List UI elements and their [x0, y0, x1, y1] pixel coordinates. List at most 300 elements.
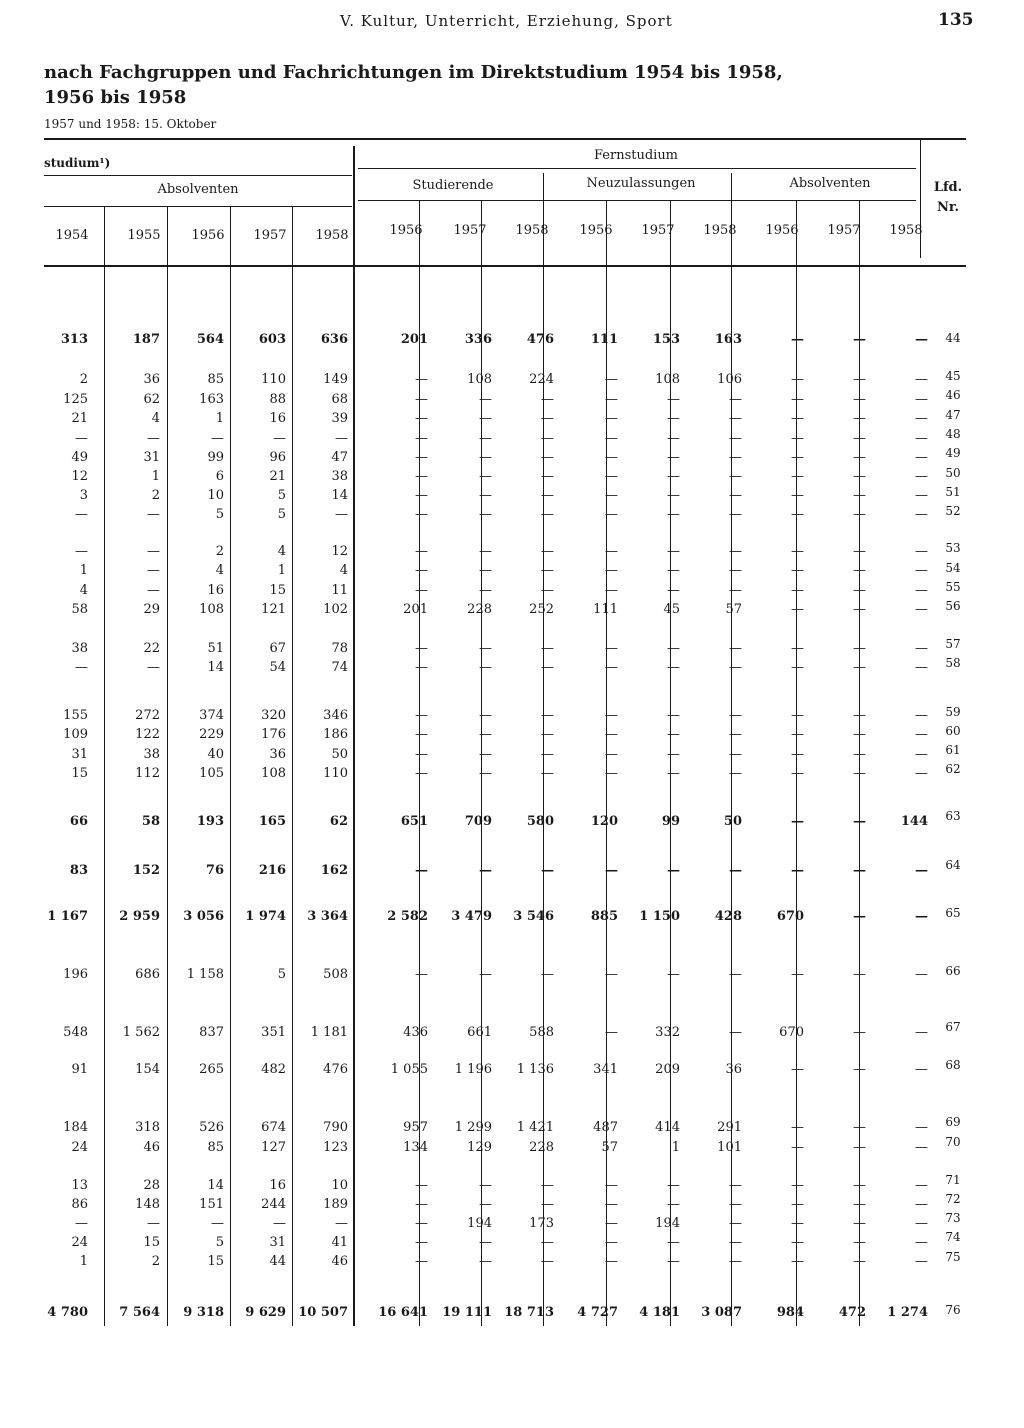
- table-cell: —: [791, 766, 804, 781]
- table-cell: 11: [331, 583, 348, 598]
- nr-label: Nr.: [936, 200, 960, 215]
- table-cell: —: [415, 967, 428, 982]
- row-number: 68: [945, 1058, 961, 1072]
- row-number: 53: [945, 541, 961, 555]
- table-cell: —: [853, 1216, 866, 1231]
- table-cell: —: [729, 863, 742, 878]
- table-cell: —: [729, 747, 742, 762]
- table-cell: —: [915, 863, 928, 878]
- table-cell: —: [541, 488, 554, 503]
- table-cell: 10: [331, 1178, 348, 1193]
- table-cell: —: [915, 1235, 928, 1250]
- table-cell: 341: [593, 1062, 618, 1077]
- table-cell: —: [729, 507, 742, 522]
- table-cell: —: [605, 507, 618, 522]
- table-cell: 108: [655, 372, 680, 387]
- table-cell: —: [729, 469, 742, 484]
- table-cell: —: [791, 1254, 804, 1269]
- row-number: 44: [945, 331, 961, 345]
- year-header-left: 1958: [315, 228, 349, 243]
- table-cell: 428: [714, 909, 742, 924]
- table-cell: —: [729, 431, 742, 446]
- table-cell: 320: [261, 708, 286, 723]
- table-cell: 674: [261, 1120, 286, 1135]
- table-cell: —: [605, 766, 618, 781]
- row-number: 66: [945, 964, 961, 978]
- table-cell: 111: [590, 332, 618, 347]
- table-cell: 244: [261, 1197, 286, 1212]
- left-section-label: studium¹): [44, 156, 111, 170]
- row-number: 47: [945, 408, 961, 422]
- table-cell: 10: [207, 488, 224, 503]
- table-cell: —: [853, 507, 866, 522]
- year-header-left: 1955: [127, 228, 161, 243]
- table-cell: 176: [261, 727, 286, 742]
- table-cell: —: [791, 1235, 804, 1250]
- table-cell: 228: [467, 602, 492, 617]
- table-cell: —: [729, 727, 742, 742]
- table-cell: —: [415, 1178, 428, 1193]
- table-cell: —: [75, 544, 88, 559]
- table-cell: —: [479, 544, 492, 559]
- table-cell: —: [853, 411, 866, 426]
- year-header-fern: 1957: [827, 223, 861, 238]
- table-cell: —: [667, 469, 680, 484]
- lfd-nr-header: [928, 178, 968, 218]
- table-cell: —: [853, 909, 866, 924]
- table-cell: —: [915, 766, 928, 781]
- table-cell: 39: [331, 411, 348, 426]
- column-rule: [419, 200, 420, 1326]
- table-cell: —: [853, 392, 866, 407]
- table-cell: 1 299: [454, 1120, 492, 1135]
- table-cell: —: [415, 863, 428, 878]
- table-cell: 108: [261, 766, 286, 781]
- year-header-left: 1954: [55, 228, 89, 243]
- table-cell: —: [605, 1025, 618, 1040]
- table-cell: 1: [151, 469, 160, 484]
- table-cell: 194: [467, 1216, 492, 1231]
- table-cell: —: [791, 747, 804, 762]
- table-cell: —: [415, 766, 428, 781]
- table-cell: 1 055: [390, 1062, 428, 1077]
- year-header-fern: 1956: [579, 223, 613, 238]
- table-cell: —: [273, 1216, 286, 1231]
- table-cell: 4 780: [47, 1305, 88, 1320]
- table-cell: 313: [60, 332, 88, 347]
- table-cell: —: [667, 967, 680, 982]
- table-cell: 4: [151, 411, 160, 426]
- column-rule: [796, 200, 797, 1326]
- table-cell: —: [915, 563, 928, 578]
- table-cell: —: [853, 766, 866, 781]
- table-cell: 153: [652, 332, 680, 347]
- table-cell: —: [915, 507, 928, 522]
- table-cell: 209: [655, 1062, 680, 1077]
- table-cell: 12: [71, 469, 88, 484]
- table-cell: 548: [63, 1025, 88, 1040]
- table-cell: 16: [269, 1178, 286, 1193]
- title-line-1: nach Fachgruppen und Fachrichtungen im Direktstudium 1954 bis 1958,: [44, 62, 783, 83]
- row-number: 55: [945, 580, 961, 594]
- table-cell: 564: [196, 332, 224, 347]
- row-number: 54: [945, 561, 961, 575]
- table-cell: —: [541, 1235, 554, 1250]
- table-cell: 1 158: [186, 967, 224, 982]
- lfd-column-rule: [920, 140, 921, 258]
- table-cell: —: [791, 1197, 804, 1212]
- table-cell: —: [667, 708, 680, 723]
- table-cell: 7 564: [119, 1305, 160, 1320]
- table-cell: 2: [215, 544, 224, 559]
- table-cell: —: [791, 507, 804, 522]
- table-cell: 15: [143, 1235, 160, 1250]
- row-number: 59: [945, 705, 961, 719]
- table-cell: —: [605, 863, 618, 878]
- table-cell: —: [479, 641, 492, 656]
- table-cell: 5: [277, 507, 286, 522]
- table-cell: 1 150: [639, 909, 680, 924]
- table-cell: 1 562: [122, 1025, 160, 1040]
- table-cell: —: [853, 488, 866, 503]
- table-cell: 99: [207, 450, 224, 465]
- table-cell: —: [915, 1120, 928, 1135]
- table-cell: 110: [261, 372, 286, 387]
- table-cell: 1 167: [47, 909, 88, 924]
- table-cell: 229: [199, 727, 224, 742]
- table-cell: —: [729, 1216, 742, 1231]
- table-cell: —: [853, 563, 866, 578]
- table-cell: 187: [132, 332, 160, 347]
- table-cell: 36: [143, 372, 160, 387]
- table-cell: 4: [215, 563, 224, 578]
- table-cell: 155: [63, 708, 88, 723]
- table-cell: 5: [215, 1235, 224, 1250]
- year-header-fern: 1956: [765, 223, 799, 238]
- table-cell: 45: [663, 602, 680, 617]
- table-cell: 110: [323, 766, 348, 781]
- table-cell: 46: [331, 1254, 348, 1269]
- table-cell: 3 056: [183, 909, 224, 924]
- table-cell: —: [915, 469, 928, 484]
- table-cell: 36: [269, 747, 286, 762]
- table-cell: —: [915, 708, 928, 723]
- table-cell: 13: [71, 1178, 88, 1193]
- table-cell: —: [729, 488, 742, 503]
- table-cell: 3 546: [513, 909, 554, 924]
- column-rule: [670, 200, 671, 1326]
- row-number: 72: [945, 1192, 961, 1206]
- table-cell: 184: [63, 1120, 88, 1135]
- table-cell: 2: [151, 488, 160, 503]
- table-cell: 51: [207, 641, 224, 656]
- row-number: 49: [945, 446, 961, 460]
- table-cell: —: [415, 411, 428, 426]
- table-cell: 790: [323, 1120, 348, 1135]
- table-cell: —: [667, 488, 680, 503]
- row-number: 51: [945, 485, 961, 499]
- table-cell: 186: [323, 727, 348, 742]
- table-cell: 6: [215, 469, 224, 484]
- table-cell: —: [915, 1178, 928, 1193]
- table-cell: —: [479, 1197, 492, 1212]
- table-cell: 91: [71, 1062, 88, 1077]
- table-cell: 111: [593, 602, 618, 617]
- page-number: 135: [938, 10, 974, 30]
- table-cell: —: [415, 708, 428, 723]
- table-cell: 957: [403, 1120, 428, 1135]
- table-cell: 1: [215, 411, 224, 426]
- table-cell: 24: [71, 1235, 88, 1250]
- year-header-fern: 1957: [641, 223, 675, 238]
- table-cell: 193: [196, 814, 224, 829]
- table-cell: —: [915, 602, 928, 617]
- table-cell: 76: [205, 863, 224, 878]
- table-cell: 154: [135, 1062, 160, 1077]
- table-cell: —: [415, 488, 428, 503]
- table-cell: —: [415, 1254, 428, 1269]
- table-cell: —: [479, 392, 492, 407]
- left-years-rule: [44, 206, 352, 207]
- table-title: [44, 60, 783, 110]
- table-cell: —: [729, 766, 742, 781]
- table-cell: —: [729, 450, 742, 465]
- table-cell: —: [147, 563, 160, 578]
- table-cell: —: [605, 392, 618, 407]
- table-cell: —: [791, 863, 804, 878]
- fern-label: Fernstudium: [593, 148, 679, 163]
- table-cell: 85: [207, 372, 224, 387]
- table-cell: —: [853, 1197, 866, 1212]
- table-cell: —: [729, 411, 742, 426]
- table-cell: 2 959: [119, 909, 160, 924]
- table-cell: —: [605, 708, 618, 723]
- table-cell: 163: [199, 392, 224, 407]
- table-cell: —: [479, 488, 492, 503]
- table-cell: —: [791, 814, 804, 829]
- table-cell: —: [667, 766, 680, 781]
- table-cell: —: [791, 450, 804, 465]
- table-cell: —: [729, 392, 742, 407]
- table-cell: 83: [69, 863, 88, 878]
- table-cell: —: [667, 727, 680, 742]
- table-cell: —: [791, 583, 804, 598]
- table-cell: 38: [143, 747, 160, 762]
- table-cell: —: [541, 507, 554, 522]
- table-cell: —: [853, 1120, 866, 1135]
- table-cell: —: [541, 747, 554, 762]
- table-cell: 1 181: [310, 1025, 348, 1040]
- table-cell: 837: [199, 1025, 224, 1040]
- table-cell: —: [791, 1062, 804, 1077]
- table-cell: —: [667, 641, 680, 656]
- table-cell: —: [791, 967, 804, 982]
- table-cell: 4: [277, 544, 286, 559]
- table-cell: —: [791, 411, 804, 426]
- table-cell: 686: [135, 967, 160, 982]
- table-cell: —: [667, 660, 680, 675]
- table-cell: —: [667, 507, 680, 522]
- table-cell: —: [853, 863, 866, 878]
- table-cell: 86: [71, 1197, 88, 1212]
- row-number: 46: [945, 388, 961, 402]
- row-number: 50: [945, 466, 961, 480]
- table-top-rule: [44, 138, 966, 140]
- table-cell: 252: [529, 602, 554, 617]
- table-cell: 476: [526, 332, 554, 347]
- table-cell: —: [853, 660, 866, 675]
- table-cell: —: [273, 431, 286, 446]
- table-cell: —: [479, 411, 492, 426]
- table-cell: 62: [143, 392, 160, 407]
- table-cell: 163: [714, 332, 742, 347]
- row-number: 67: [945, 1020, 961, 1034]
- row-number: 63: [945, 809, 961, 823]
- table-cell: 46: [143, 1140, 160, 1155]
- table-cell: —: [915, 747, 928, 762]
- table-cell: —: [479, 660, 492, 675]
- table-cell: —: [853, 450, 866, 465]
- table-cell: —: [415, 563, 428, 578]
- table-cell: —: [415, 469, 428, 484]
- table-cell: 106: [717, 372, 742, 387]
- table-cell: —: [791, 727, 804, 742]
- table-cell: 1: [79, 1254, 88, 1269]
- table-cell: —: [479, 583, 492, 598]
- table-cell: 134: [403, 1140, 428, 1155]
- year-header-fern: 1957: [453, 223, 487, 238]
- table-cell: —: [791, 641, 804, 656]
- table-cell: —: [605, 1216, 618, 1231]
- table-cell: —: [415, 431, 428, 446]
- table-cell: —: [541, 431, 554, 446]
- table-cell: 487: [593, 1120, 618, 1135]
- table-cell: —: [335, 507, 348, 522]
- section-divider-rule: [353, 146, 355, 1326]
- table-cell: 436: [403, 1025, 428, 1040]
- table-cell: 1 974: [245, 909, 286, 924]
- row-number: 74: [945, 1230, 961, 1244]
- table-cell: —: [479, 747, 492, 762]
- table-cell: 58: [71, 602, 88, 617]
- table-cell: —: [605, 641, 618, 656]
- table-cell: —: [853, 967, 866, 982]
- row-number: 56: [945, 599, 961, 613]
- table-cell: 16: [269, 411, 286, 426]
- table-cell: —: [75, 507, 88, 522]
- table-cell: 28: [143, 1178, 160, 1193]
- table-cell: —: [915, 431, 928, 446]
- table-cell: —: [791, 563, 804, 578]
- table-cell: 50: [331, 747, 348, 762]
- table-cell: —: [479, 766, 492, 781]
- row-number: 45: [945, 369, 961, 383]
- fern-years-rule: [358, 200, 916, 201]
- table-cell: —: [479, 450, 492, 465]
- table-cell: —: [791, 488, 804, 503]
- table-cell: —: [915, 583, 928, 598]
- table-cell: —: [75, 1216, 88, 1231]
- table-cell: —: [147, 660, 160, 675]
- table-cell: —: [729, 563, 742, 578]
- table-cell: —: [479, 1254, 492, 1269]
- table-cell: —: [915, 1025, 928, 1040]
- table-cell: —: [541, 469, 554, 484]
- table-cell: —: [729, 1197, 742, 1212]
- table-cell: 122: [135, 727, 160, 742]
- table-cell: 10 507: [298, 1305, 348, 1320]
- table-cell: 29: [143, 602, 160, 617]
- table-cell: —: [605, 488, 618, 503]
- table-cell: 3: [79, 488, 88, 503]
- table-cell: —: [791, 544, 804, 559]
- table-cell: —: [915, 372, 928, 387]
- table-cell: 224: [529, 372, 554, 387]
- table-cell: 40: [207, 747, 224, 762]
- table-cell: —: [541, 583, 554, 598]
- year-header-fern: 1956: [389, 223, 423, 238]
- table-cell: —: [605, 563, 618, 578]
- year-header-left: 1957: [253, 228, 287, 243]
- table-cell: —: [541, 1178, 554, 1193]
- table-cell: 148: [135, 1197, 160, 1212]
- table-cell: —: [791, 1140, 804, 1155]
- table-cell: —: [147, 583, 160, 598]
- year-header-fern: 1958: [889, 223, 923, 238]
- table-cell: 36: [725, 1062, 742, 1077]
- table-cell: —: [605, 372, 618, 387]
- fern-group-studierende: Studierende: [412, 178, 494, 193]
- table-cell: —: [479, 1178, 492, 1193]
- table-cell: 96: [269, 450, 286, 465]
- table-cell: —: [853, 747, 866, 762]
- table-cell: —: [729, 1235, 742, 1250]
- table-cell: —: [729, 1025, 742, 1040]
- table-cell: 2 582: [387, 909, 428, 924]
- table-cell: 165: [258, 814, 286, 829]
- table-cell: —: [75, 660, 88, 675]
- table-cell: —: [915, 392, 928, 407]
- table-cell: 129: [467, 1140, 492, 1155]
- table-cell: —: [75, 431, 88, 446]
- table-cell: —: [915, 544, 928, 559]
- table-cell: 102: [323, 602, 348, 617]
- table-cell: —: [415, 641, 428, 656]
- table-cell: 78: [331, 641, 348, 656]
- table-cell: 120: [590, 814, 618, 829]
- table-cell: 2: [79, 372, 88, 387]
- table-cell: 670: [779, 1025, 804, 1040]
- table-cell: —: [541, 392, 554, 407]
- table-cell: —: [915, 967, 928, 982]
- table-cell: 4: [339, 563, 348, 578]
- table-cell: 1 196: [454, 1062, 492, 1077]
- table-cell: —: [667, 863, 680, 878]
- table-cell: —: [853, 583, 866, 598]
- table-cell: 476: [323, 1062, 348, 1077]
- table-cell: —: [667, 563, 680, 578]
- fern-group-neuzulassungen: Neuzulassungen: [586, 176, 696, 191]
- table-cell: —: [479, 469, 492, 484]
- title-line-2: 1956 bis 1958: [44, 87, 187, 108]
- table-cell: 57: [725, 602, 742, 617]
- table-cell: 152: [132, 863, 160, 878]
- table-cell: —: [415, 507, 428, 522]
- table-cell: 105: [199, 766, 224, 781]
- table-cell: —: [605, 747, 618, 762]
- table-cell: —: [667, 747, 680, 762]
- table-cell: 101: [717, 1140, 742, 1155]
